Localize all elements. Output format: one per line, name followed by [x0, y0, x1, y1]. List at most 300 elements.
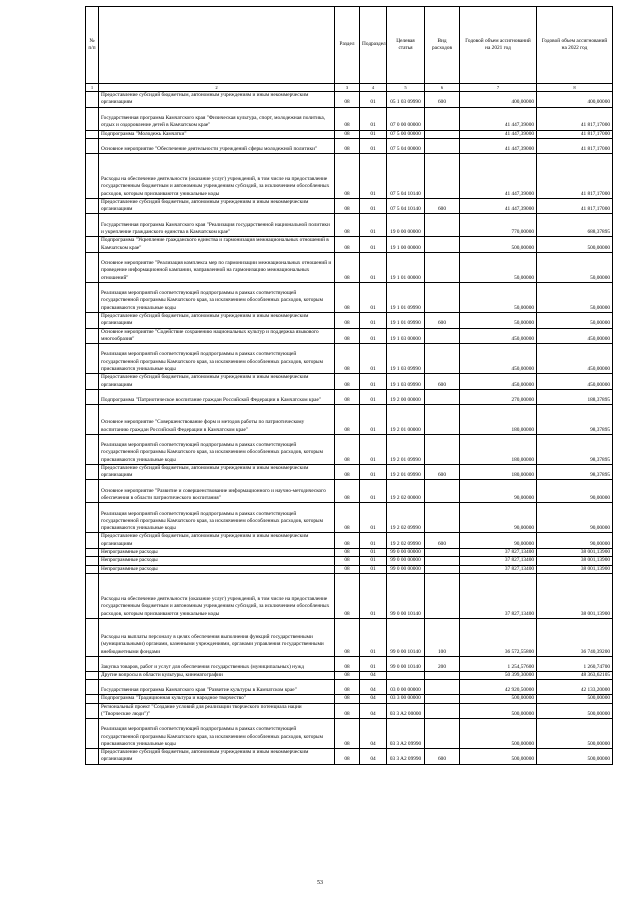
row-num-cell [86, 749, 99, 765]
row-podrazdel-cell: 01 [360, 565, 387, 573]
row-2022-cell: 98,37895 [537, 464, 613, 480]
row-num-cell [86, 107, 99, 130]
row-2021-cell: 42 920,50000 [460, 680, 537, 695]
column-number: 5 [387, 84, 425, 92]
row-podrazdel-cell: 04 [360, 749, 387, 765]
row-expense-type-cell [425, 153, 460, 198]
row-2021-cell: 770,00000 [460, 214, 537, 237]
row-2022-cell: 50,00000 [537, 313, 613, 329]
row-target-cell: 07 5 04 00000 [387, 138, 425, 153]
row-razdel-cell: 08 [335, 283, 360, 313]
row-2022-cell: 450,00000 [537, 374, 613, 390]
table-row [86, 253, 613, 283]
row-expense-type-cell [425, 565, 460, 573]
row-num-cell [86, 434, 99, 464]
row-name-cell: Государственная программа Камчатского края "Физическая культура, спорт, молодежная политика, отдых и оздоровление детей в Камчатском крае" [99, 107, 335, 130]
row-razdel-cell: 08 [335, 214, 360, 237]
row-podrazdel-cell: 01 [360, 389, 387, 404]
row-razdel-cell: 08 [335, 565, 360, 573]
row-podrazdel-cell: 01 [360, 313, 387, 329]
table-row [86, 719, 613, 749]
row-num-cell [86, 549, 99, 557]
row-target-cell: 03 3 A2 00000 [387, 703, 425, 719]
row-2021-cell: 450,00000 [460, 344, 537, 374]
table-row [86, 480, 613, 503]
row-target-cell: 99 0 00 00000 [387, 549, 425, 557]
row-expense-type-cell [425, 703, 460, 719]
row-2022-cell: 450,00000 [537, 328, 613, 344]
table-row [86, 153, 613, 198]
row-num-cell [86, 138, 99, 153]
row-expense-type-cell [425, 138, 460, 153]
row-num-cell [86, 573, 99, 618]
row-target-cell: 07 0 00 00000 [387, 107, 425, 130]
row-num-cell [86, 328, 99, 344]
row-expense-type-cell [425, 389, 460, 404]
row-2022-cell: 98,37895 [537, 434, 613, 464]
row-target-cell: 19 1 01 09990 [387, 283, 425, 313]
row-2022-cell: 38 001,13900 [537, 565, 613, 573]
header-2021: Годовой объем ассигнований на 2021 год [460, 7, 537, 84]
table-row [86, 464, 613, 480]
column-number: 7 [460, 84, 537, 92]
column-number: 3 [335, 84, 360, 92]
row-2022-cell: 90,00000 [537, 533, 613, 549]
row-2021-cell: 41 447,39000 [460, 130, 537, 138]
row-expense-type-cell [425, 283, 460, 313]
row-razdel-cell: 08 [335, 313, 360, 329]
row-podrazdel-cell: 01 [360, 153, 387, 198]
row-name-cell: Основное мероприятие "Совершенствование форм и методов работы по патриотическому воспитанию граждан Российской Федерации в Камчатском крае" [99, 404, 335, 434]
row-2021-cell: 500,00000 [460, 237, 537, 253]
row-podrazdel-cell: 01 [360, 557, 387, 565]
row-name-cell: Подпрограмма "Патриотическое воспитание граждан Российской Федерации в Камчатском крае" [99, 389, 335, 404]
row-expense-type-cell: 600 [425, 749, 460, 765]
row-2021-cell: 90,00000 [460, 480, 537, 503]
row-razdel-cell: 08 [335, 703, 360, 719]
table-header-row [86, 7, 613, 84]
table-row [86, 138, 613, 153]
row-razdel-cell: 08 [335, 328, 360, 344]
row-expense-type-cell [425, 107, 460, 130]
row-target-cell: 03 0 00 00000 [387, 680, 425, 695]
row-2021-cell: 450,00000 [460, 328, 537, 344]
row-name-cell: Предоставление субсидий бюджетным, автономным учреждениям и иным некоммерческим организациям [99, 198, 335, 214]
budget-allocation-table [85, 6, 613, 765]
row-podrazdel-cell: 04 [360, 695, 387, 703]
row-podrazdel-cell: 01 [360, 374, 387, 390]
table-row [86, 328, 613, 344]
row-expense-type-cell [425, 549, 460, 557]
row-razdel-cell: 08 [335, 695, 360, 703]
table-row [86, 680, 613, 695]
row-razdel-cell: 08 [335, 480, 360, 503]
row-num-cell [86, 153, 99, 198]
table-row [86, 503, 613, 533]
row-num-cell [86, 253, 99, 283]
column-number-row [86, 84, 613, 92]
table-row [86, 92, 613, 108]
row-2021-cell: 90,00000 [460, 503, 537, 533]
row-2022-cell: 41 817,17000 [537, 107, 613, 130]
table-row [86, 313, 613, 329]
row-name-cell: Непрограммные расходы [99, 557, 335, 565]
row-name-cell: Расходы на обеспечение деятельности (оказание услуг) учреждений, в том числе на предоставление государственным бюджетным и автономным учреждениям субсидий, за исключением обособленных расходов, которым присваиваются уникальные коды [99, 573, 335, 618]
header-razdel: Раздел [335, 7, 360, 84]
row-2021-cell: 270,00000 [460, 389, 537, 404]
table-row [86, 695, 613, 703]
row-podrazdel-cell: 01 [360, 237, 387, 253]
row-2021-cell: 41 447,39000 [460, 153, 537, 198]
row-name-cell: Предоставление субсидий бюджетным, автономным учреждениям и иным некоммерческим организациям [99, 92, 335, 108]
table-row [86, 618, 613, 656]
row-razdel-cell: 08 [335, 671, 360, 679]
row-razdel-cell: 08 [335, 503, 360, 533]
row-podrazdel-cell: 01 [360, 138, 387, 153]
row-2021-cell: 90,00000 [460, 533, 537, 549]
row-podrazdel-cell: 04 [360, 671, 387, 679]
row-2021-cell: 41 447,39000 [460, 198, 537, 214]
row-num-cell [86, 389, 99, 404]
row-2022-cell: 500,00000 [537, 749, 613, 765]
row-podrazdel-cell: 04 [360, 703, 387, 719]
row-target-cell: 19 2 01 00000 [387, 404, 425, 434]
row-target-cell: 03 3 A2 09990 [387, 719, 425, 749]
header-podrazdel: Подраздел [360, 7, 387, 84]
row-expense-type-cell [425, 680, 460, 695]
row-podrazdel-cell: 01 [360, 253, 387, 283]
row-razdel-cell: 08 [335, 374, 360, 390]
row-name-cell: Непрограммные расходы [99, 549, 335, 557]
header-2022: Годовой объем ассигнований на 2022 год [537, 7, 613, 84]
row-num-cell [86, 618, 99, 656]
table-row [86, 565, 613, 573]
row-razdel-cell: 08 [335, 92, 360, 108]
column-number: 6 [425, 84, 460, 92]
row-2021-cell: 400,00000 [460, 92, 537, 108]
row-target-cell: 07 5 00 00000 [387, 130, 425, 138]
row-razdel-cell: 08 [335, 389, 360, 404]
row-2022-cell: 38 001,13900 [537, 557, 613, 565]
row-name-cell: Закупка товаров, работ и услуг для обеспечения государственных (муниципальных) нужд [99, 656, 335, 671]
row-2021-cell: 50 399,30000 [460, 671, 537, 679]
page-number: 53 [317, 880, 323, 886]
row-target-cell: 99 0 00 00000 [387, 557, 425, 565]
row-2022-cell: 41 817,17000 [537, 153, 613, 198]
row-2021-cell: 37 827,13400 [460, 549, 537, 557]
row-target-cell: 07 5 04 10140 [387, 153, 425, 198]
row-podrazdel-cell: 01 [360, 533, 387, 549]
row-name-cell: Реализация мероприятий соответствующей подпрограммы в рамках соответствующей государственной программы Камчатского края, за исключением обособленных расходов, которым присваиваются уникальные коды [99, 344, 335, 374]
row-podrazdel-cell: 01 [360, 464, 387, 480]
row-num-cell [86, 130, 99, 138]
row-2022-cell: 41 817,17000 [537, 198, 613, 214]
row-2021-cell: 37 827,13400 [460, 557, 537, 565]
header-num: № п/п [86, 7, 99, 84]
table-row [86, 533, 613, 549]
row-2022-cell: 688,37895 [537, 214, 613, 237]
row-name-cell: Основное мероприятие "Развитие и совершенствование информационного и научно-методического обеспечения в области патриотического воспитания" [99, 480, 335, 503]
table-row [86, 434, 613, 464]
row-num-cell [86, 464, 99, 480]
row-target-cell: 19 1 03 09990 [387, 344, 425, 374]
row-num-cell [86, 198, 99, 214]
row-razdel-cell: 08 [335, 680, 360, 695]
row-expense-type-cell [425, 404, 460, 434]
header-expense-type: Вид расходов [425, 7, 460, 84]
table-row [86, 283, 613, 313]
table-row [86, 749, 613, 765]
row-2022-cell: 36 740,39200 [537, 618, 613, 656]
row-expense-type-cell: 600 [425, 464, 460, 480]
row-2022-cell: 48 363,62105 [537, 671, 613, 679]
row-2021-cell: 37 827,13400 [460, 573, 537, 618]
row-2021-cell: 180,00000 [460, 464, 537, 480]
table-row [86, 198, 613, 214]
row-podrazdel-cell: 01 [360, 344, 387, 374]
row-2022-cell: 450,00000 [537, 344, 613, 374]
row-2022-cell: 42 133,20000 [537, 680, 613, 695]
row-expense-type-cell: 600 [425, 92, 460, 108]
row-2022-cell: 500,00000 [537, 237, 613, 253]
row-num-cell [86, 557, 99, 565]
row-name-cell: Предоставление субсидий бюджетным, автономным учреждениям и иным некоммерческим организациям [99, 313, 335, 329]
row-target-cell: 03 3 A2 09990 [387, 749, 425, 765]
row-num-cell [86, 719, 99, 749]
row-name-cell: Расходы на обеспечение деятельности (оказание услуг) учреждений, в том числе на предоставление государственным бюджетным и автономным учреждениям субсидий, за исключением обособленных расходов, которым присваиваются уникальные коды [99, 153, 335, 198]
table-row [86, 130, 613, 138]
row-num-cell [86, 313, 99, 329]
row-name-cell: Реализация мероприятий соответствующей подпрограммы в рамках соответствующей государственной программы Камчатского края, за исключением обособленных расходов, которым присваиваются уникальные коды [99, 283, 335, 313]
row-razdel-cell: 08 [335, 237, 360, 253]
row-name-cell: Подпрограмма "Традиционная культура и народное творчество" [99, 695, 335, 703]
row-expense-type-cell: 200 [425, 656, 460, 671]
row-expense-type-cell [425, 671, 460, 679]
row-razdel-cell: 08 [335, 719, 360, 749]
column-number: 4 [360, 84, 387, 92]
row-target-cell: 19 2 01 09990 [387, 434, 425, 464]
row-name-cell: Государственная программа Камчатского края "Реализация государственной национальной политики и укрепление гражданского единства в Камчатском крае" [99, 214, 335, 237]
header-target-article: Целевая статья [387, 7, 425, 84]
row-target-cell: 19 1 03 00000 [387, 328, 425, 344]
row-name-cell: Предоставление субсидий бюджетным, автономным учреждениям и иным некоммерческим организациям [99, 749, 335, 765]
row-2022-cell: 38 001,13900 [537, 573, 613, 618]
row-podrazdel-cell: 01 [360, 503, 387, 533]
row-expense-type-cell [425, 214, 460, 237]
row-num-cell [86, 671, 99, 679]
row-2021-cell: 50,00000 [460, 313, 537, 329]
table-row [86, 404, 613, 434]
row-target-cell: 19 2 02 09990 [387, 533, 425, 549]
row-num-cell [86, 565, 99, 573]
row-target-cell: 19 1 00 00000 [387, 237, 425, 253]
row-num-cell [86, 214, 99, 237]
row-target-cell: 99 0 00 00000 [387, 565, 425, 573]
row-target-cell: 07 5 04 10140 [387, 198, 425, 214]
row-razdel-cell: 08 [335, 153, 360, 198]
row-name-cell: Подпрограмма "Молодежь Камчатки" [99, 130, 335, 138]
row-2022-cell: 98,37895 [537, 404, 613, 434]
table-row [86, 237, 613, 253]
table-row [86, 573, 613, 618]
row-num-cell [86, 680, 99, 695]
row-2021-cell: 50,00000 [460, 253, 537, 283]
row-podrazdel-cell: 01 [360, 107, 387, 130]
row-name-cell: Другие вопросы в области культуры, кинематографии [99, 671, 335, 679]
row-2022-cell: 500,00000 [537, 695, 613, 703]
row-num-cell [86, 695, 99, 703]
row-2021-cell: 36 572,55800 [460, 618, 537, 656]
row-podrazdel-cell: 01 [360, 434, 387, 464]
row-expense-type-cell: 600 [425, 198, 460, 214]
row-name-cell: Реализация мероприятий соответствующей подпрограммы в рамках соответствующей государственной программы Камчатского края, за исключением обособленных расходов, которым присваиваются уникальные коды [99, 719, 335, 749]
row-expense-type-cell [425, 237, 460, 253]
row-razdel-cell: 08 [335, 198, 360, 214]
row-expense-type-cell [425, 130, 460, 138]
row-expense-type-cell [425, 503, 460, 533]
row-expense-type-cell: 600 [425, 313, 460, 329]
table-row [86, 671, 613, 679]
row-name-cell: Подпрограмма "Укрепление гражданского единства и гармонизация межнациональных отношений в Камчатском крае" [99, 237, 335, 253]
row-num-cell [86, 404, 99, 434]
row-razdel-cell: 08 [335, 557, 360, 565]
column-number: 1 [86, 84, 99, 92]
row-razdel-cell: 08 [335, 138, 360, 153]
row-razdel-cell: 08 [335, 656, 360, 671]
row-name-cell: Предоставление субсидий бюджетным, автономным учреждениям и иным некоммерческим организациям [99, 533, 335, 549]
row-razdel-cell: 08 [335, 618, 360, 656]
row-num-cell [86, 503, 99, 533]
row-razdel-cell: 08 [335, 464, 360, 480]
row-2022-cell: 500,00000 [537, 703, 613, 719]
row-2021-cell: 1 254,57600 [460, 656, 537, 671]
row-2021-cell: 500,00000 [460, 695, 537, 703]
row-expense-type-cell [425, 328, 460, 344]
table-row [86, 557, 613, 565]
table-row [86, 107, 613, 130]
row-podrazdel-cell: 01 [360, 214, 387, 237]
row-num-cell [86, 703, 99, 719]
row-name-cell: Предоставление субсидий бюджетным, автономным учреждениям и иным некоммерческим организациям [99, 374, 335, 390]
row-podrazdel-cell: 04 [360, 680, 387, 695]
row-2021-cell: 500,00000 [460, 703, 537, 719]
row-razdel-cell: 08 [335, 434, 360, 464]
row-target-cell: 19 1 01 00000 [387, 253, 425, 283]
row-podrazdel-cell: 01 [360, 549, 387, 557]
row-expense-type-cell: 600 [425, 533, 460, 549]
row-2022-cell: 50,00000 [537, 253, 613, 283]
table-row [86, 656, 613, 671]
row-razdel-cell: 08 [335, 749, 360, 765]
column-number: 8 [537, 84, 613, 92]
row-razdel-cell: 08 [335, 107, 360, 130]
row-name-cell: Основное мероприятие "Реализация комплекса мер по гармонизации межнациональных отношений и проведение информационной кампании, направленной на гармонизацию межнациональных отношений" [99, 253, 335, 283]
row-razdel-cell: 08 [335, 533, 360, 549]
row-num-cell [86, 283, 99, 313]
row-razdel-cell: 08 [335, 344, 360, 374]
row-expense-type-cell [425, 344, 460, 374]
row-num-cell [86, 656, 99, 671]
row-2021-cell: 37 827,13400 [460, 565, 537, 573]
row-expense-type-cell: 600 [425, 374, 460, 390]
row-razdel-cell: 08 [335, 130, 360, 138]
row-num-cell [86, 344, 99, 374]
row-podrazdel-cell: 01 [360, 573, 387, 618]
row-name-cell: Региональный проект "Создание условий для реализации творческого потенциала нации ("Творческие люди")" [99, 703, 335, 719]
row-expense-type-cell [425, 695, 460, 703]
row-num-cell [86, 374, 99, 390]
row-2022-cell: 41 817,17000 [537, 138, 613, 153]
row-target-cell: 19 2 01 09990 [387, 464, 425, 480]
row-2022-cell: 90,00000 [537, 480, 613, 503]
row-name-cell: Расходы на выплаты персоналу в целях обеспечения выполнения функций государственными (муниципальными) органами, казенными учреждениями, органами управления государственными внебюджетными фондами [99, 618, 335, 656]
budget-table-page [85, 6, 612, 765]
row-expense-type-cell [425, 557, 460, 565]
row-podrazdel-cell: 01 [360, 618, 387, 656]
row-2021-cell: 50,00000 [460, 283, 537, 313]
row-expense-type-cell: 100 [425, 618, 460, 656]
row-name-cell: Основное мероприятие "Обеспечение деятельности учреждений сферы молодежной политики" [99, 138, 335, 153]
row-num-cell [86, 480, 99, 503]
row-name-cell: Предоставление субсидий бюджетным, автономным учреждениям и иным некоммерческим организациям [99, 464, 335, 480]
row-target-cell: 03 3 00 00000 [387, 695, 425, 703]
row-podrazdel-cell: 01 [360, 283, 387, 313]
row-podrazdel-cell: 01 [360, 480, 387, 503]
row-name-cell: Государственная программа Камчатского края "Развитие культуры в Камчатском крае" [99, 680, 335, 695]
table-row [86, 374, 613, 390]
row-expense-type-cell [425, 253, 460, 283]
table-row [86, 344, 613, 374]
row-expense-type-cell [425, 573, 460, 618]
row-podrazdel-cell: 01 [360, 130, 387, 138]
row-podrazdel-cell: 01 [360, 198, 387, 214]
table-row [86, 214, 613, 237]
row-expense-type-cell [425, 719, 460, 749]
row-name-cell: Непрограммные расходы [99, 565, 335, 573]
row-name-cell: Реализация мероприятий соответствующей подпрограммы в рамках соответствующей государственной программы Камчатского края, за исключением обособленных расходов, которым присваиваются уникальные коды [99, 434, 335, 464]
row-target-cell: 99 0 00 10140 [387, 573, 425, 618]
row-razdel-cell: 08 [335, 404, 360, 434]
row-razdel-cell: 08 [335, 253, 360, 283]
row-num-cell [86, 237, 99, 253]
row-podrazdel-cell: 04 [360, 719, 387, 749]
table-body [86, 92, 613, 765]
row-2021-cell: 500,00000 [460, 719, 537, 749]
row-razdel-cell: 08 [335, 573, 360, 618]
row-2022-cell: 41 817,17000 [537, 130, 613, 138]
row-num-cell [86, 92, 99, 108]
row-name-cell: Основное мероприятие "Содействие сохранению национальных культур и поддержка языкового многообразия" [99, 328, 335, 344]
row-target-cell: 19 1 03 09990 [387, 374, 425, 390]
row-target-cell: 99 0 00 10140 [387, 656, 425, 671]
row-2022-cell: 188,37895 [537, 389, 613, 404]
row-name-cell: Реализация мероприятий соответствующей подпрограммы в рамках соответствующей государственной программы Камчатского края, за исключением обособленных расходов, которым присваиваются уникальные коды [99, 503, 335, 533]
row-razdel-cell: 08 [335, 549, 360, 557]
row-target-cell: 19 2 00 00000 [387, 389, 425, 404]
column-number: 2 [99, 84, 335, 92]
row-podrazdel-cell: 01 [360, 92, 387, 108]
row-podrazdel-cell: 01 [360, 656, 387, 671]
row-2022-cell: 38 001,13900 [537, 549, 613, 557]
row-expense-type-cell [425, 434, 460, 464]
row-podrazdel-cell: 01 [360, 404, 387, 434]
row-podrazdel-cell: 01 [360, 328, 387, 344]
row-target-cell: 19 1 01 09990 [387, 313, 425, 329]
row-2021-cell: 41 447,39000 [460, 138, 537, 153]
table-row [86, 703, 613, 719]
table-row [86, 389, 613, 404]
row-2021-cell: 41 447,39000 [460, 107, 537, 130]
